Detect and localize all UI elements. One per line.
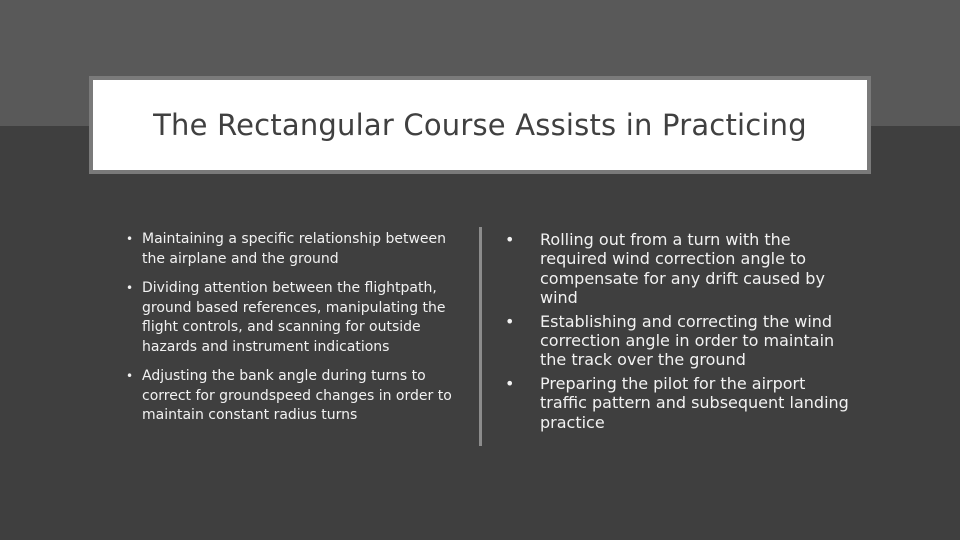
bullet-text: Rolling out from a turn with the required wind correction angle to compensate for any drift caused by wind (540, 230, 825, 308)
left-bullet-list (122, 230, 462, 436)
left-bullet-item (122, 367, 462, 426)
right-bullet-item (505, 374, 850, 432)
right-bullet-item (505, 230, 850, 308)
bullet-icon: • (126, 281, 134, 295)
title-box (89, 76, 871, 174)
bullet-text: Maintaining a specific relationship between the airplane and the ground (142, 231, 447, 267)
bullet-icon: • (505, 373, 515, 393)
bullet-icon: • (126, 369, 134, 383)
column-divider (479, 227, 482, 446)
bullet-icon: • (505, 230, 515, 249)
bullet-text: Establishing and correcting the wind correction angle in order to maintain the track over the ground (540, 311, 835, 370)
right-bullet-item (505, 312, 850, 370)
bullet-icon: • (505, 311, 515, 331)
bullet-text: Dividing attention between the flightpath, ground based references, manipulating the flight controls, and scanning for outside hazards and instrument indications (142, 280, 446, 355)
bullet-text: Adjusting the bank angle during turns to correct for groundspeed changes in order to maintain constant radius turns (142, 368, 452, 423)
bullet-icon: • (126, 232, 134, 246)
left-bullet-item (122, 230, 462, 269)
slide-title: The Rectangular Course Assists in Practicing (153, 108, 807, 142)
right-bullet-list (505, 230, 850, 436)
left-bullet-item (122, 279, 462, 357)
bullet-text: Preparing the pilot for the airport traffic pattern and subsequent landing practice (540, 373, 849, 432)
